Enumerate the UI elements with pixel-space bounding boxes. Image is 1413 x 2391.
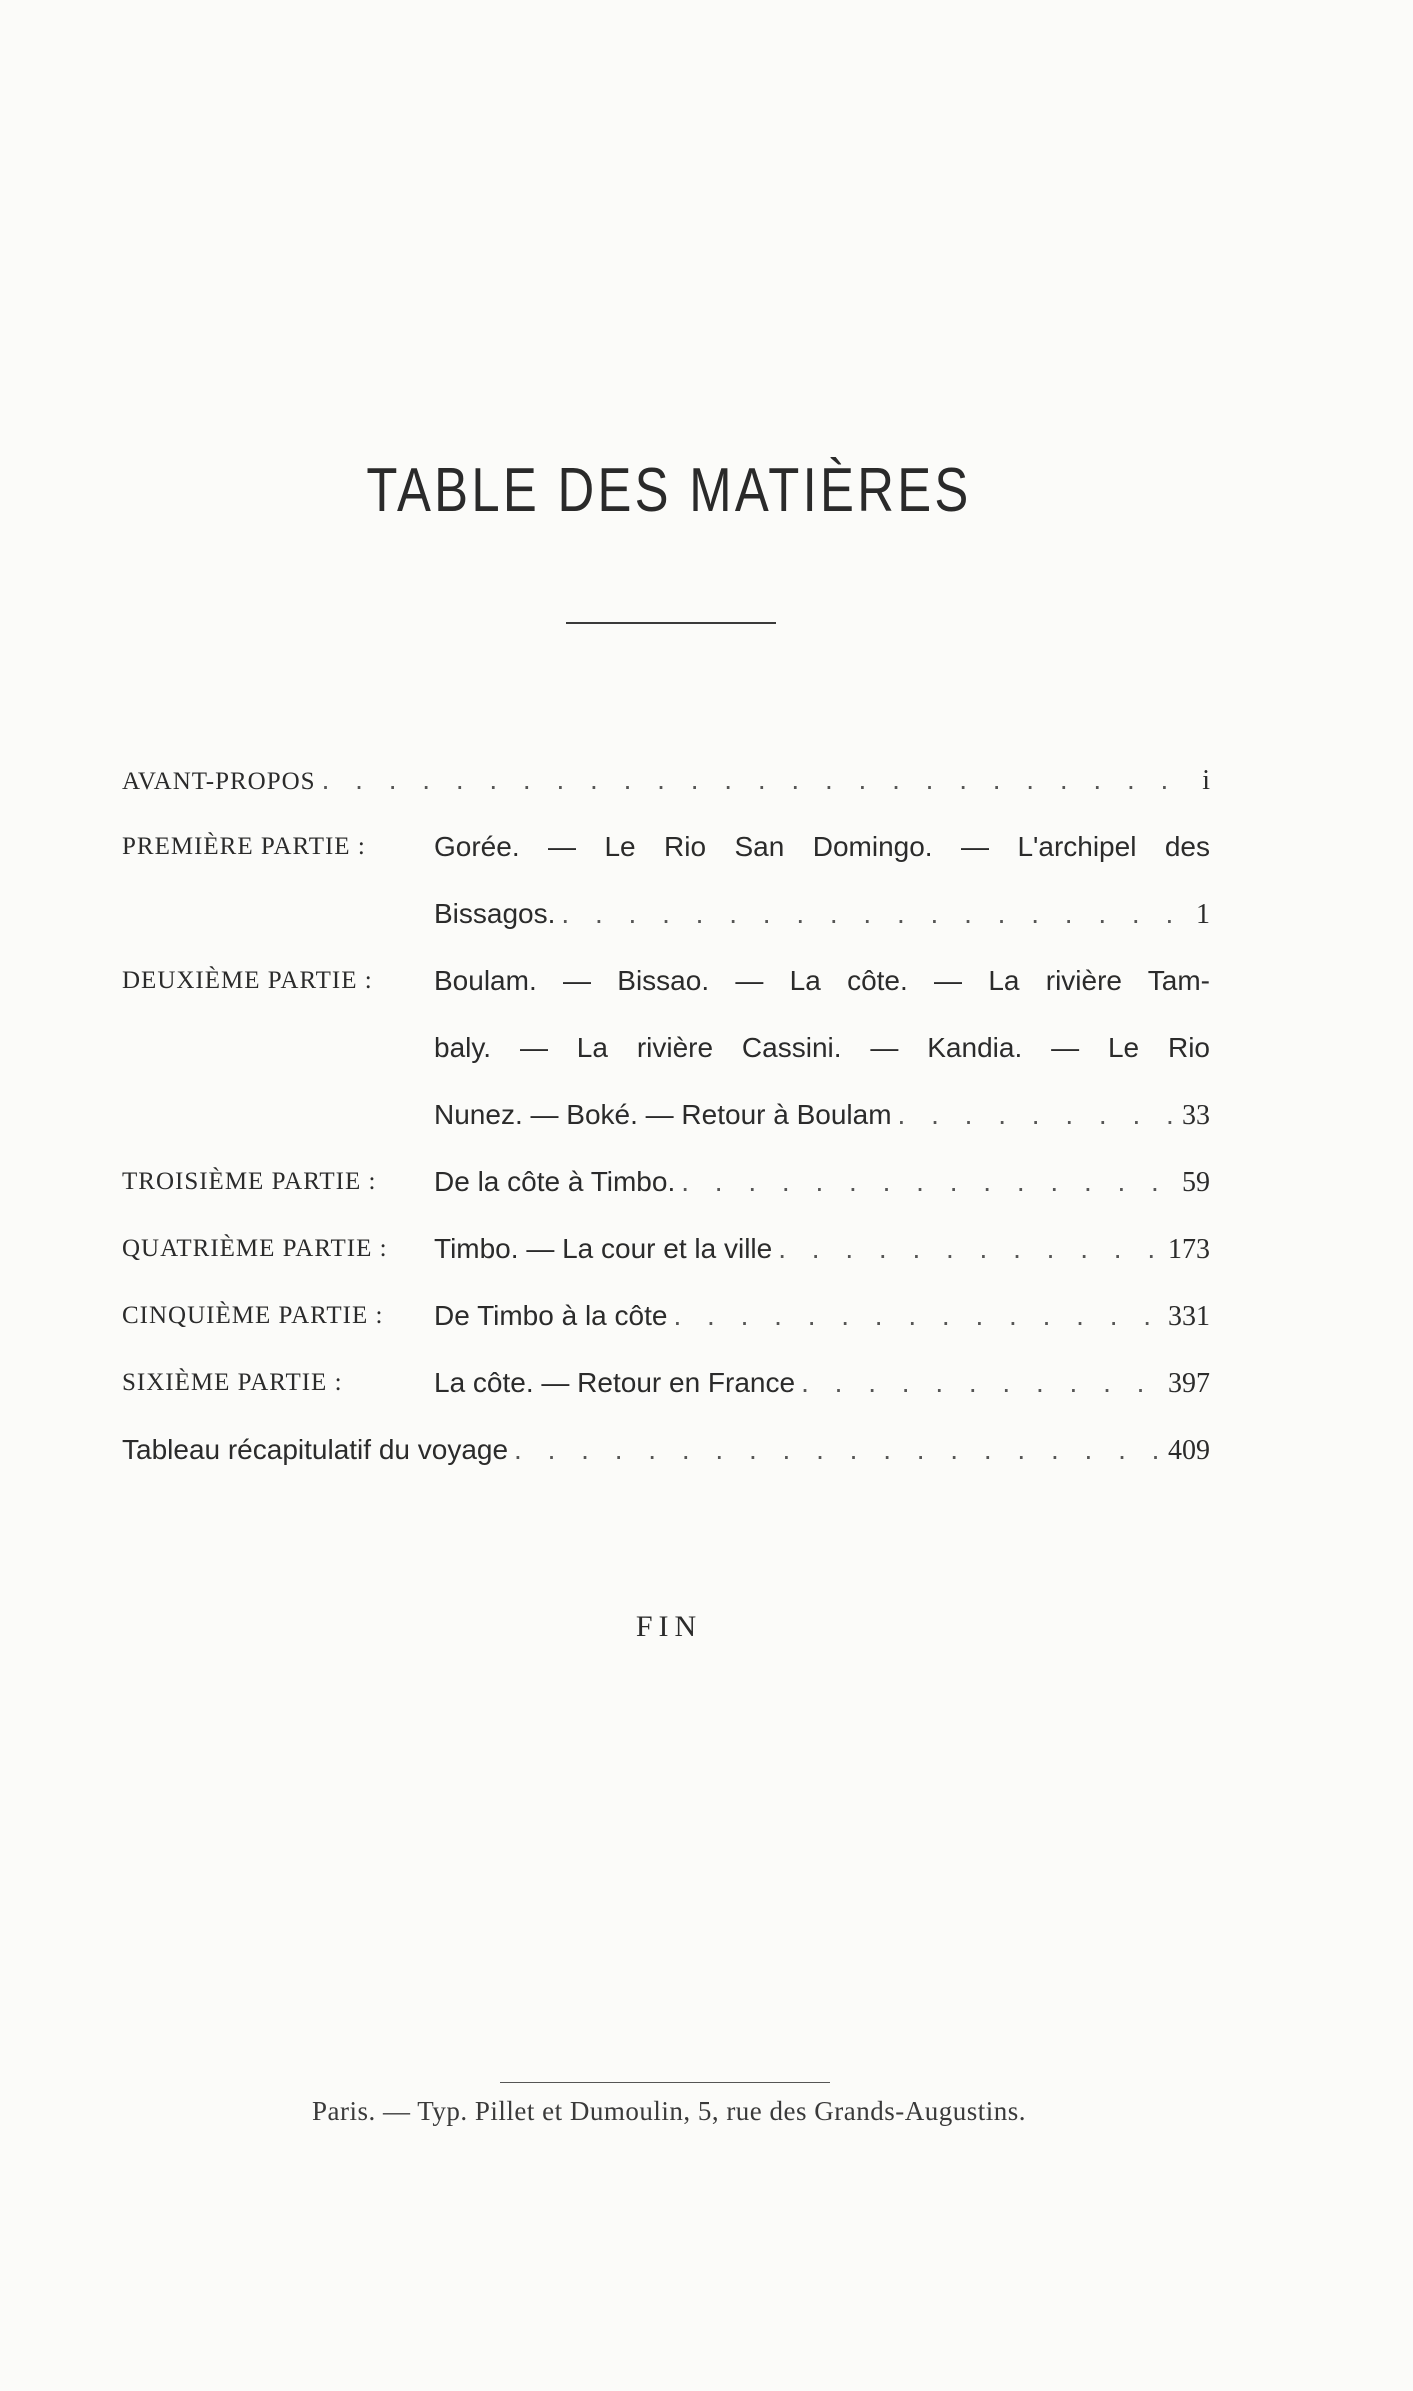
printer-imprint: Paris. — Typ. Pillet et Dumoulin, 5, rue des Grands-Augustins. [311,2096,1027,2126]
toc-entry-text-line: De la côte à Timbo. [434,1166,676,1197]
toc-entry-label: TROISIÈME PARTIE : [122,1168,377,1195]
title-rule [566,622,776,624]
end-mark: FIN [635,1610,703,1643]
toc-entry-text-line: Bissagos. [434,898,556,929]
toc-entry-deuxieme-partie[interactable] [122,961,1210,1135]
toc-entry-tableau-recapitulatif[interactable] [122,1430,1210,1470]
toc-page-number: 33 [1182,1100,1210,1131]
dot-leader [514,1430,1162,1470]
toc-entry-text-line: De Timbo à la côte [434,1300,668,1331]
dot-leader [561,894,1174,934]
toc-entry-text-line: Boulam. — Bissao. — La côte. — La rivière Tam- [434,965,1210,996]
toc-entry-premiere-partie[interactable] [122,827,1210,934]
toc-page-number: 59 [1182,1167,1210,1198]
toc-entry-label: QUATRIÈME PARTIE : [122,1235,388,1262]
toc-entry-label: DEUXIÈME PARTIE : [122,967,373,994]
toc-entry-troisieme-partie[interactable] [122,1162,1210,1202]
toc-entry-text-line: La côte. — Retour en France [434,1367,796,1398]
dot-leader [898,1095,1174,1135]
toc-page-number: 173 [1168,1234,1210,1265]
toc-entry-cinquieme-partie[interactable] [122,1296,1210,1336]
toc-page-number: i [1202,765,1210,796]
toc-entry-text-line: baly. — La rivière Cassini. — Kandia. — Le Rio [434,1032,1210,1063]
toc-entry-sixieme-partie[interactable] [122,1363,1210,1403]
table-of-contents [122,760,1210,1497]
dot-leader [801,1363,1162,1403]
toc-page-number: 397 [1168,1368,1210,1399]
page-title: TABLE DES MATIÈRES [366,456,972,525]
toc-page-number: 409 [1168,1435,1210,1466]
toc-entry-text-line: Nunez. — Boké. — Retour à Boulam [434,1099,892,1130]
toc-page-number: 1 [1196,899,1210,930]
dot-leader [681,1162,1174,1202]
toc-page-number: 331 [1168,1301,1210,1332]
dot-leader [322,760,1174,800]
toc-entry-label: Tableau récapitulatif du voyage [122,1434,509,1465]
toc-entry-label: SIXIÈME PARTIE : [122,1369,343,1396]
footer-rule [500,2082,830,2083]
toc-entry-text-line: Timbo. — La cour et la ville [434,1233,773,1264]
toc-entry-label: CINQUIÈME PARTIE : [122,1302,384,1329]
toc-entry-avant-propos[interactable] [122,760,1210,800]
toc-entry-label: AVANT-PROPOS [122,768,316,795]
toc-entry-quatrieme-partie[interactable] [122,1229,1210,1269]
dot-leader [778,1229,1162,1269]
dot-leader [673,1296,1162,1336]
toc-entry-text-line: Gorée. — Le Rio San Domingo. — L'archipel des [434,831,1210,862]
toc-entry-label: PREMIÈRE PARTIE : [122,833,366,860]
